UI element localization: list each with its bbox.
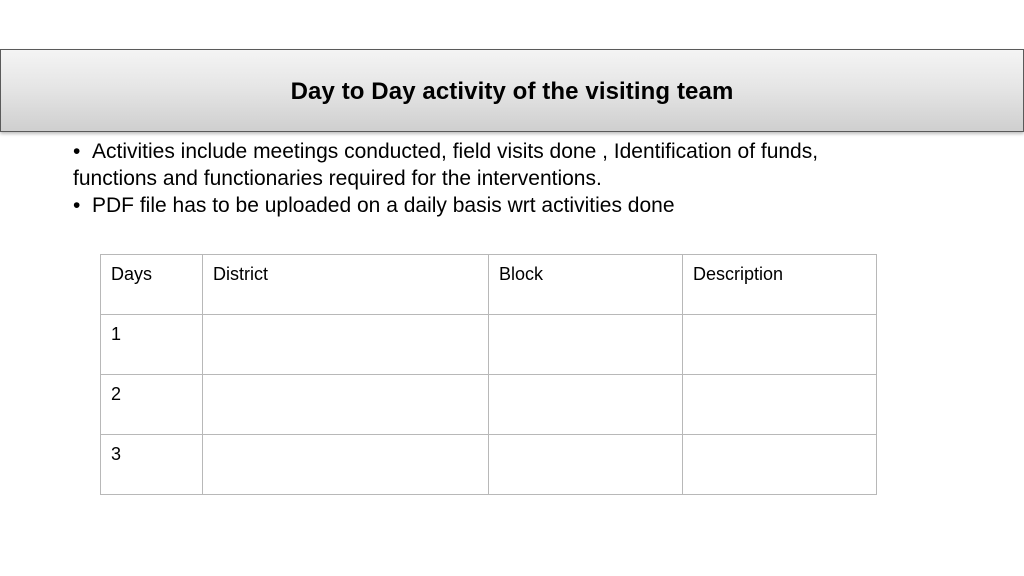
cell-days: 3	[101, 435, 203, 495]
table-row	[101, 375, 877, 435]
cell-block	[489, 375, 683, 435]
cell-block	[489, 435, 683, 495]
table-header-row	[101, 255, 877, 315]
bullet-item	[73, 138, 953, 165]
bullet-icon: •	[73, 194, 81, 217]
bullet-continuation	[73, 165, 953, 192]
header-days: Days	[101, 255, 203, 315]
header-description: Description	[683, 255, 877, 315]
cell-description	[683, 435, 877, 495]
header-block: Block	[489, 255, 683, 315]
table-row	[101, 435, 877, 495]
bullet-text: Activities include meetings conducted, field visits done , Identification of funds,	[92, 140, 819, 163]
activity-table	[100, 254, 877, 495]
cell-district	[203, 375, 489, 435]
cell-district	[203, 435, 489, 495]
cell-description	[683, 315, 877, 375]
bullet-text: PDF file has to be uploaded on a daily basis wrt activities done	[92, 194, 675, 217]
table-row	[101, 315, 877, 375]
cell-days: 2	[101, 375, 203, 435]
bullet-text: functions and functionaries required for the interventions.	[73, 167, 602, 190]
cell-days: 1	[101, 315, 203, 375]
bullet-item	[73, 192, 953, 219]
bullet-icon: •	[73, 140, 81, 163]
cell-district	[203, 315, 489, 375]
bullet-list	[73, 138, 953, 219]
cell-block	[489, 315, 683, 375]
slide-title: Day to Day activity of the visiting team	[290, 77, 734, 105]
slide-title-bar	[0, 49, 1024, 132]
header-district: District	[203, 255, 489, 315]
cell-description	[683, 375, 877, 435]
